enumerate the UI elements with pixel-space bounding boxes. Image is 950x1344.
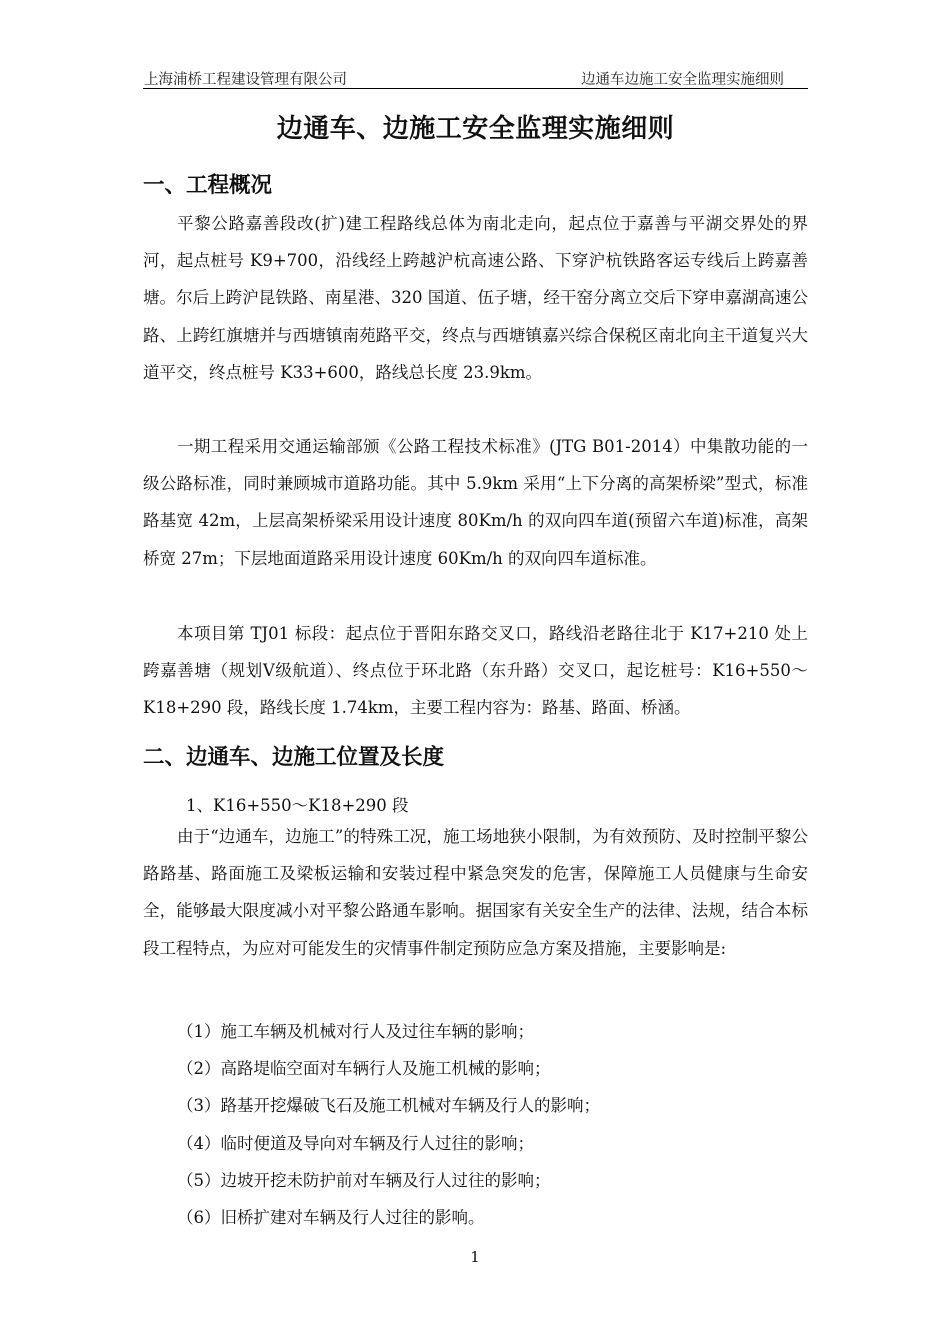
subsection-heading: 1、K16+550～K18+290 段: [186, 796, 409, 815]
impact-list-item: （5）边坡开挖未防护前对车辆及行人过往的影响；: [177, 1171, 551, 1190]
header-company: 上海浦桥工程建设管理有限公司: [144, 72, 347, 88]
document-title: 边通车、边施工安全监理实施细则: [276, 114, 675, 144]
section-heading-location-length: 二、边通车、边施工位置及长度: [143, 745, 445, 770]
section-heading-overview: 一、工程概况: [143, 173, 273, 198]
page-number: 1: [470, 1248, 480, 1266]
impact-list-item: （6）旧桥扩建对车辆及行人过往的影响。: [177, 1208, 485, 1227]
paragraph-impact-intro: 由于“边通车，边施工”的特殊工况，施工场地狭小限制，为有效预防、及时控制平黎公路路基、路面施工及梁板运输和安装过程中紧急突发的危害，保障施工人员健康与生命安全，能够最大限度减小对平黎公路通车影响。据国家有关安全生产的法律、法规，结合本标段工程特点，为应对可能发生的灾情事件制定预防应急方案及措施，主要影响是:: [143, 827, 808, 958]
paragraph-technical-standard: 一期工程采用交通运输部颁《公路工程技术标准》(JTG B01-2014）中集散功能的一级公路标准，同时兼顾城市道路功能。其中 5.9km 采用“上下分离的高架桥梁”型式，标准路基宽 42m，上层高架桥梁采用设计速度 80Km/h 的双向四车道(预留六车道)标准，高架桥宽 27m；下层地面道路采用设计速度 60Km/h 的双向四车道标准。: [143, 437, 808, 568]
impact-list-item: （3）路基开挖爆破飞石及施工机械对车辆及行人的影响；: [177, 1096, 600, 1115]
impact-list-item: （2）高路堤临空面对车辆行人及施工机械的影响；: [177, 1059, 551, 1078]
header-divider: [143, 88, 808, 89]
impact-list-item: （4）临时便道及导向对车辆及行人过往的影响；: [177, 1134, 534, 1153]
paragraph-tj01-section: 本项目第 TJ01 标段：起点位于晋阳东路交叉口，路线沿老路往北于 K17+210 处上跨嘉善塘（规划Ⅴ级航道）、终点位于环北路（东升路）交叉口，起讫桩号：K16+550～K18+290 段，路线长度 1.74km，主要工程内容为：路基、路面、桥涵。: [143, 624, 808, 718]
header-document-name: 边通车边施工安全监理实施细则: [581, 72, 784, 88]
paragraph-route-overview: 平黎公路嘉善段改(扩)建工程路线总体为南北走向，起点位于嘉善与平湖交界处的界河，起点桩号 K9+700，沿线经上跨越沪杭高速公路、下穿沪杭铁路客运专线后上跨嘉善塘。尔后上跨沪昆铁路、南星港、320 国道、伍子塘，经干窑分离立交后下穿申嘉湖高速公路、上跨红旗塘并与西塘镇南苑路平交，终点与西塘镇嘉兴综合保税区南北向主干道复兴大道平交，终点桩号 K33+600，路线总长度 23.9km。: [143, 214, 808, 382]
impact-list-item: （1）施工车辆及机械对行人及过往车辆的影响；: [177, 1022, 534, 1041]
